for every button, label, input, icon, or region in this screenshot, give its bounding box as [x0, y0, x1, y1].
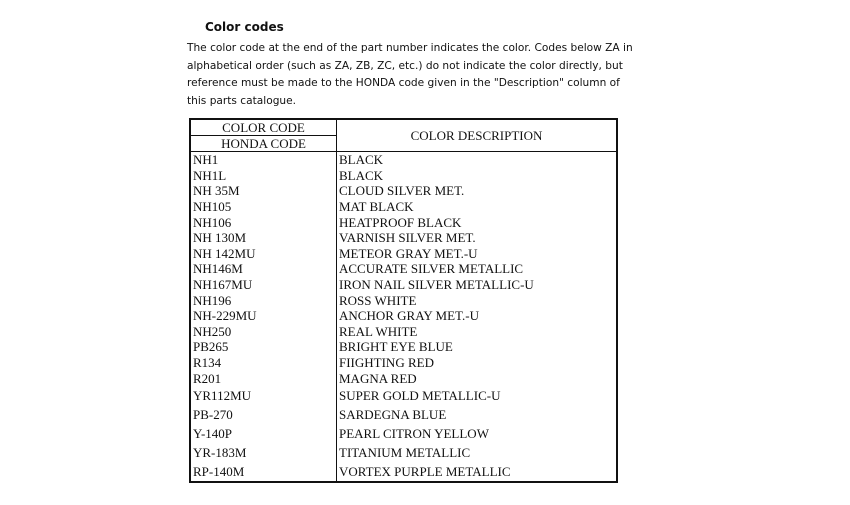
color-code-header: COLOR CODE: [190, 119, 337, 136]
table-row: [190, 152, 617, 168]
table-row: [190, 386, 617, 405]
color-description-cell: IRON NAIL SILVER METALLIC-U: [339, 277, 534, 293]
color-description-cell: MAGNA RED: [339, 370, 417, 386]
color-description-cell: VARNISH SILVER MET.: [339, 230, 476, 246]
table-row: [190, 405, 617, 424]
color-description-cell: BLACK: [339, 152, 384, 168]
honda-code-cell: PB-270: [190, 405, 337, 424]
table-row: [190, 277, 617, 293]
table-row: [190, 214, 617, 230]
honda-code-cell: R134: [190, 355, 337, 371]
table-row: [190, 199, 617, 215]
color-description-cell: ANCHOR GRAY MET.-U: [339, 308, 479, 324]
honda-code-cell: Y-140P: [190, 424, 337, 443]
color-description-cell: BLACK: [339, 167, 384, 183]
color-description-cell: METEOR GRAY MET.-U: [339, 245, 478, 261]
honda-code-cell: YR112MU: [190, 386, 337, 405]
honda-code-cell: NH250: [190, 324, 337, 340]
table-row: [190, 339, 617, 355]
honda-code-cell: NH105: [190, 199, 337, 215]
table-row: [190, 443, 617, 462]
color-description-cell: BRIGHT EYE BLUE: [339, 339, 453, 355]
table-row: [190, 462, 617, 482]
honda-code-cell: NH1: [190, 152, 337, 168]
paragraph-line: The color code at the end of the part number indicates the color. Codes below ZA in: [187, 42, 633, 54]
table-row: [190, 370, 617, 386]
color-description-cell: SUPER GOLD METALLIC-U: [339, 387, 501, 403]
color-description-cell: CLOUD SILVER MET.: [339, 183, 465, 199]
table-row: [190, 324, 617, 340]
color-code-table: [189, 118, 618, 483]
honda-code-cell: PB265: [190, 339, 337, 355]
table-row: [190, 261, 617, 277]
honda-code-cell: NH167MU: [190, 277, 337, 293]
paragraph-line: reference must be made to the HONDA code given in the "Description" column of: [187, 77, 620, 89]
table-row: [190, 230, 617, 246]
honda-code-cell: NH196: [190, 292, 337, 308]
honda-code-cell: NH106: [190, 214, 337, 230]
table-row: [190, 183, 617, 199]
color-description-cell: ACCURATE SILVER METALLIC: [339, 261, 524, 277]
section-heading: Color codes: [205, 20, 284, 34]
table-row: [190, 308, 617, 324]
color-description-cell: MAT BLACK: [339, 199, 414, 215]
color-description-cell: REAL WHITE: [339, 323, 418, 339]
table-row: [190, 424, 617, 443]
table-row: [190, 355, 617, 371]
paragraph-line: this parts catalogue.: [187, 94, 297, 107]
honda-code-cell: NH1L: [190, 168, 337, 184]
table-row: [190, 246, 617, 262]
color-description-header: COLOR DESCRIPTION: [337, 119, 618, 152]
color-description-cell: PEARL CITRON YELLOW: [339, 425, 489, 441]
honda-code-cell: YR-183M: [190, 443, 337, 462]
color-description-cell: FIIGHTING RED: [339, 355, 434, 371]
color-description-cell: TITANIUM METALLIC: [339, 444, 471, 460]
table-row: [190, 292, 617, 308]
color-description-cell: HEATPROOF BLACK: [339, 214, 462, 230]
table-row: [190, 168, 617, 184]
honda-code-cell: RP-140M: [190, 462, 337, 482]
honda-code-cell: NH-229MU: [190, 308, 337, 324]
honda-code-cell: NH 142MU: [190, 246, 337, 262]
color-description-cell: SARDEGNA BLUE: [339, 406, 447, 422]
intro-paragraph: [187, 40, 667, 110]
honda-code-cell: NH 35M: [190, 183, 337, 199]
honda-code-cell: R201: [190, 370, 337, 386]
color-description-cell: ROSS WHITE: [339, 292, 417, 308]
paragraph-line: alphabetical order (such as ZA, ZB, ZC, etc.) do not indicate the color directly, but: [187, 59, 623, 72]
honda-code-cell: NH146M: [190, 261, 337, 277]
color-description-cell: VORTEX PURPLE METALLIC: [339, 463, 511, 479]
honda-code-header: HONDA CODE: [190, 136, 337, 152]
honda-code-cell: NH 130M: [190, 230, 337, 246]
